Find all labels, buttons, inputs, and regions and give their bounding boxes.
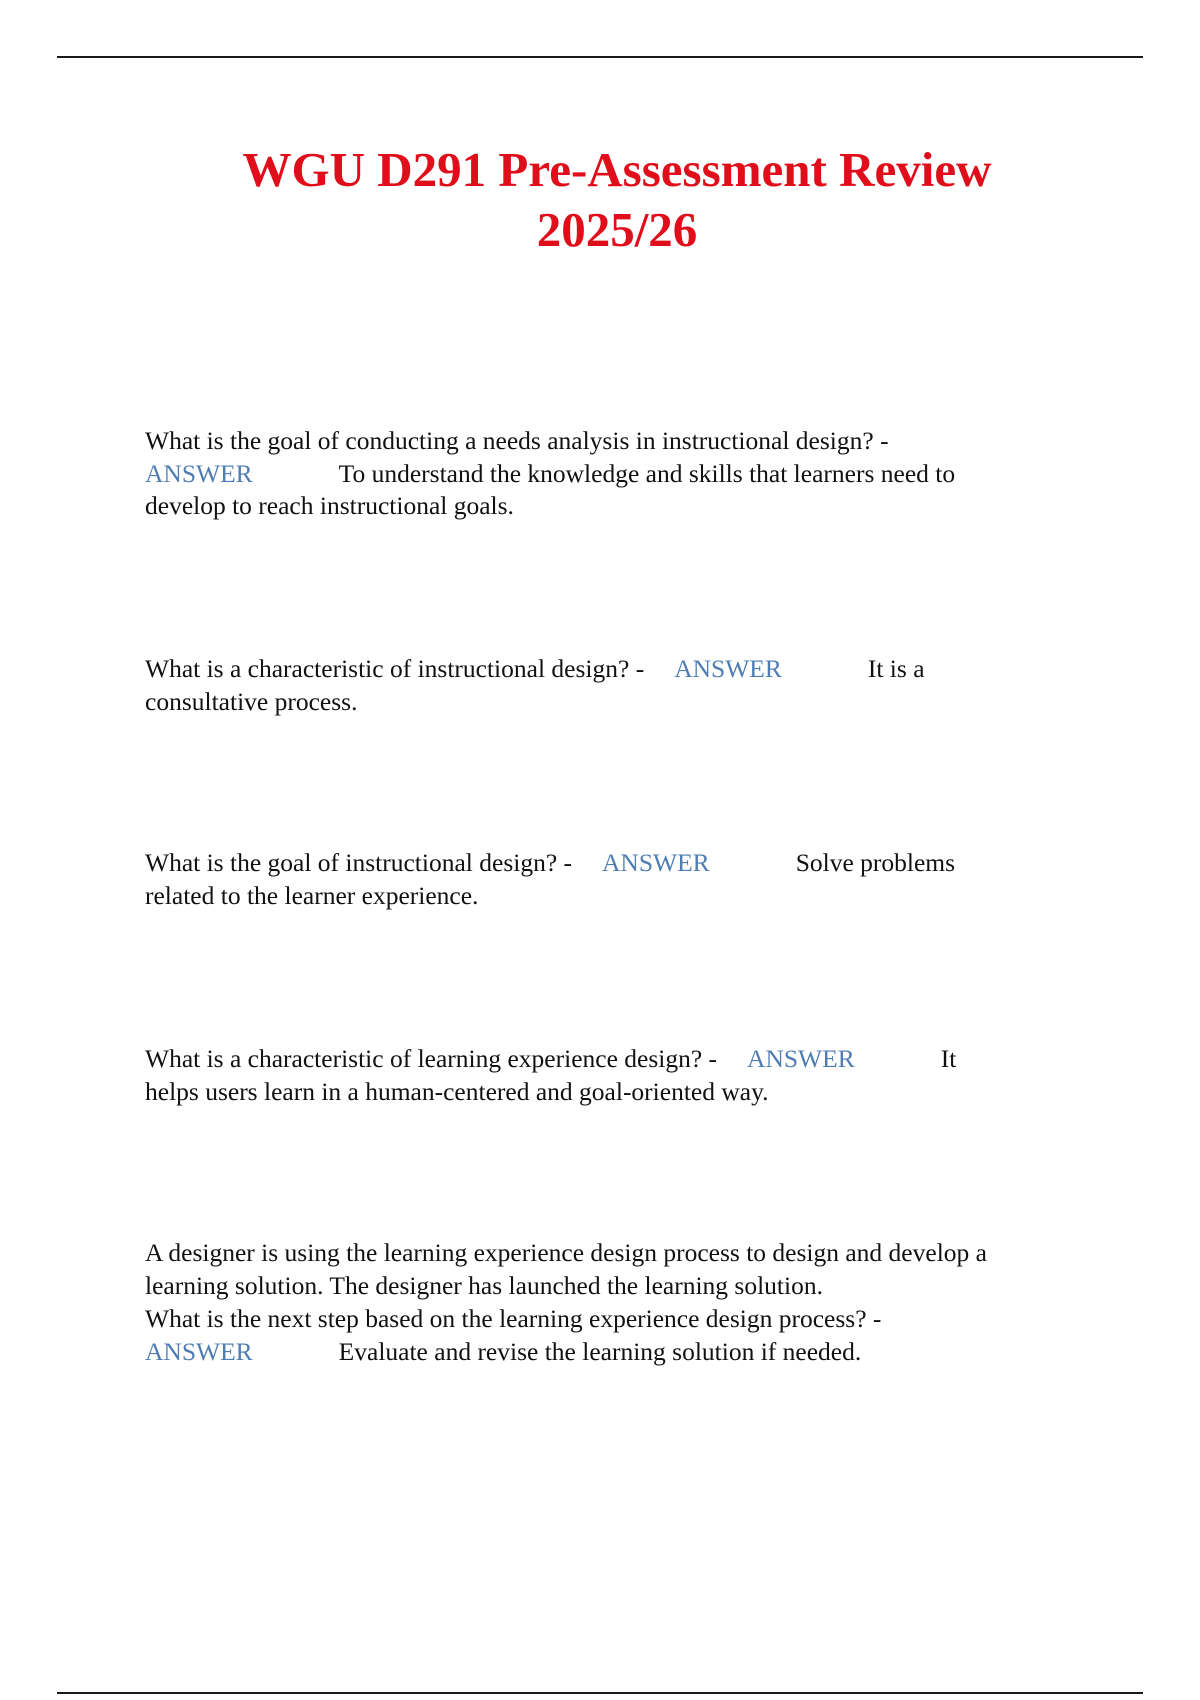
answer-line-5 [145, 1336, 881, 1369]
scenario-line-2: learning solution. The designer has launched the learning solution. [145, 1270, 823, 1300]
question-3: What is the goal of instructional design? - [145, 848, 573, 877]
bottom-rule [57, 1692, 1143, 1694]
document-title [0, 140, 1200, 260]
title-line-2: 2025/26 [536, 202, 698, 257]
answer-3-text: Solve problems [795, 848, 956, 877]
answer-2-continued: consultative process. [145, 686, 358, 716]
answer-label: ANSWER [145, 1336, 253, 1366]
answer-line-1 [145, 458, 955, 491]
answer-4-text: It [940, 1044, 957, 1073]
qa-item-5 [145, 1237, 987, 1302]
answer-1-text: To understand the knowledge and skills that learners need to [338, 458, 956, 488]
qa-item-1 [145, 425, 955, 523]
qa-item-5-question [145, 1303, 881, 1368]
question-1: What is the goal of conducting a needs analysis in instructional design? - [145, 426, 889, 455]
top-rule [57, 56, 1143, 58]
answer-2-text: It is a [867, 654, 925, 683]
answer-label: ANSWER [145, 458, 253, 488]
answer-label: ANSWER [674, 654, 782, 683]
question-line-4 [145, 1043, 956, 1076]
answer-4-continued: helps users learn in a human-centered and goal-oriented way. [145, 1076, 769, 1106]
answer-1-continued: develop to reach instructional goals. [145, 491, 514, 520]
answer-label: ANSWER [747, 1044, 855, 1073]
question-2: What is a characteristic of instructional design? - [145, 654, 645, 683]
question-line-2 [145, 653, 925, 686]
question-4: What is a characteristic of learning experience design? - [145, 1044, 718, 1073]
answer-5-text: Evaluate and revise the learning solution if needed. [338, 1336, 862, 1366]
answer-3-continued: related to the learner experience. [145, 880, 479, 910]
answer-label: ANSWER [602, 848, 710, 877]
qa-item-4 [145, 1043, 956, 1108]
question-line-3 [145, 847, 955, 880]
qa-item-3 [145, 847, 955, 912]
qa-item-2 [145, 653, 925, 718]
title-line-1: WGU D291 Pre-Assessment Review [242, 142, 992, 197]
question-5: What is the next step based on the learning experience design process? - [145, 1304, 882, 1333]
scenario-line-1: A designer is using the learning experience design process to design and develop a [145, 1238, 987, 1267]
